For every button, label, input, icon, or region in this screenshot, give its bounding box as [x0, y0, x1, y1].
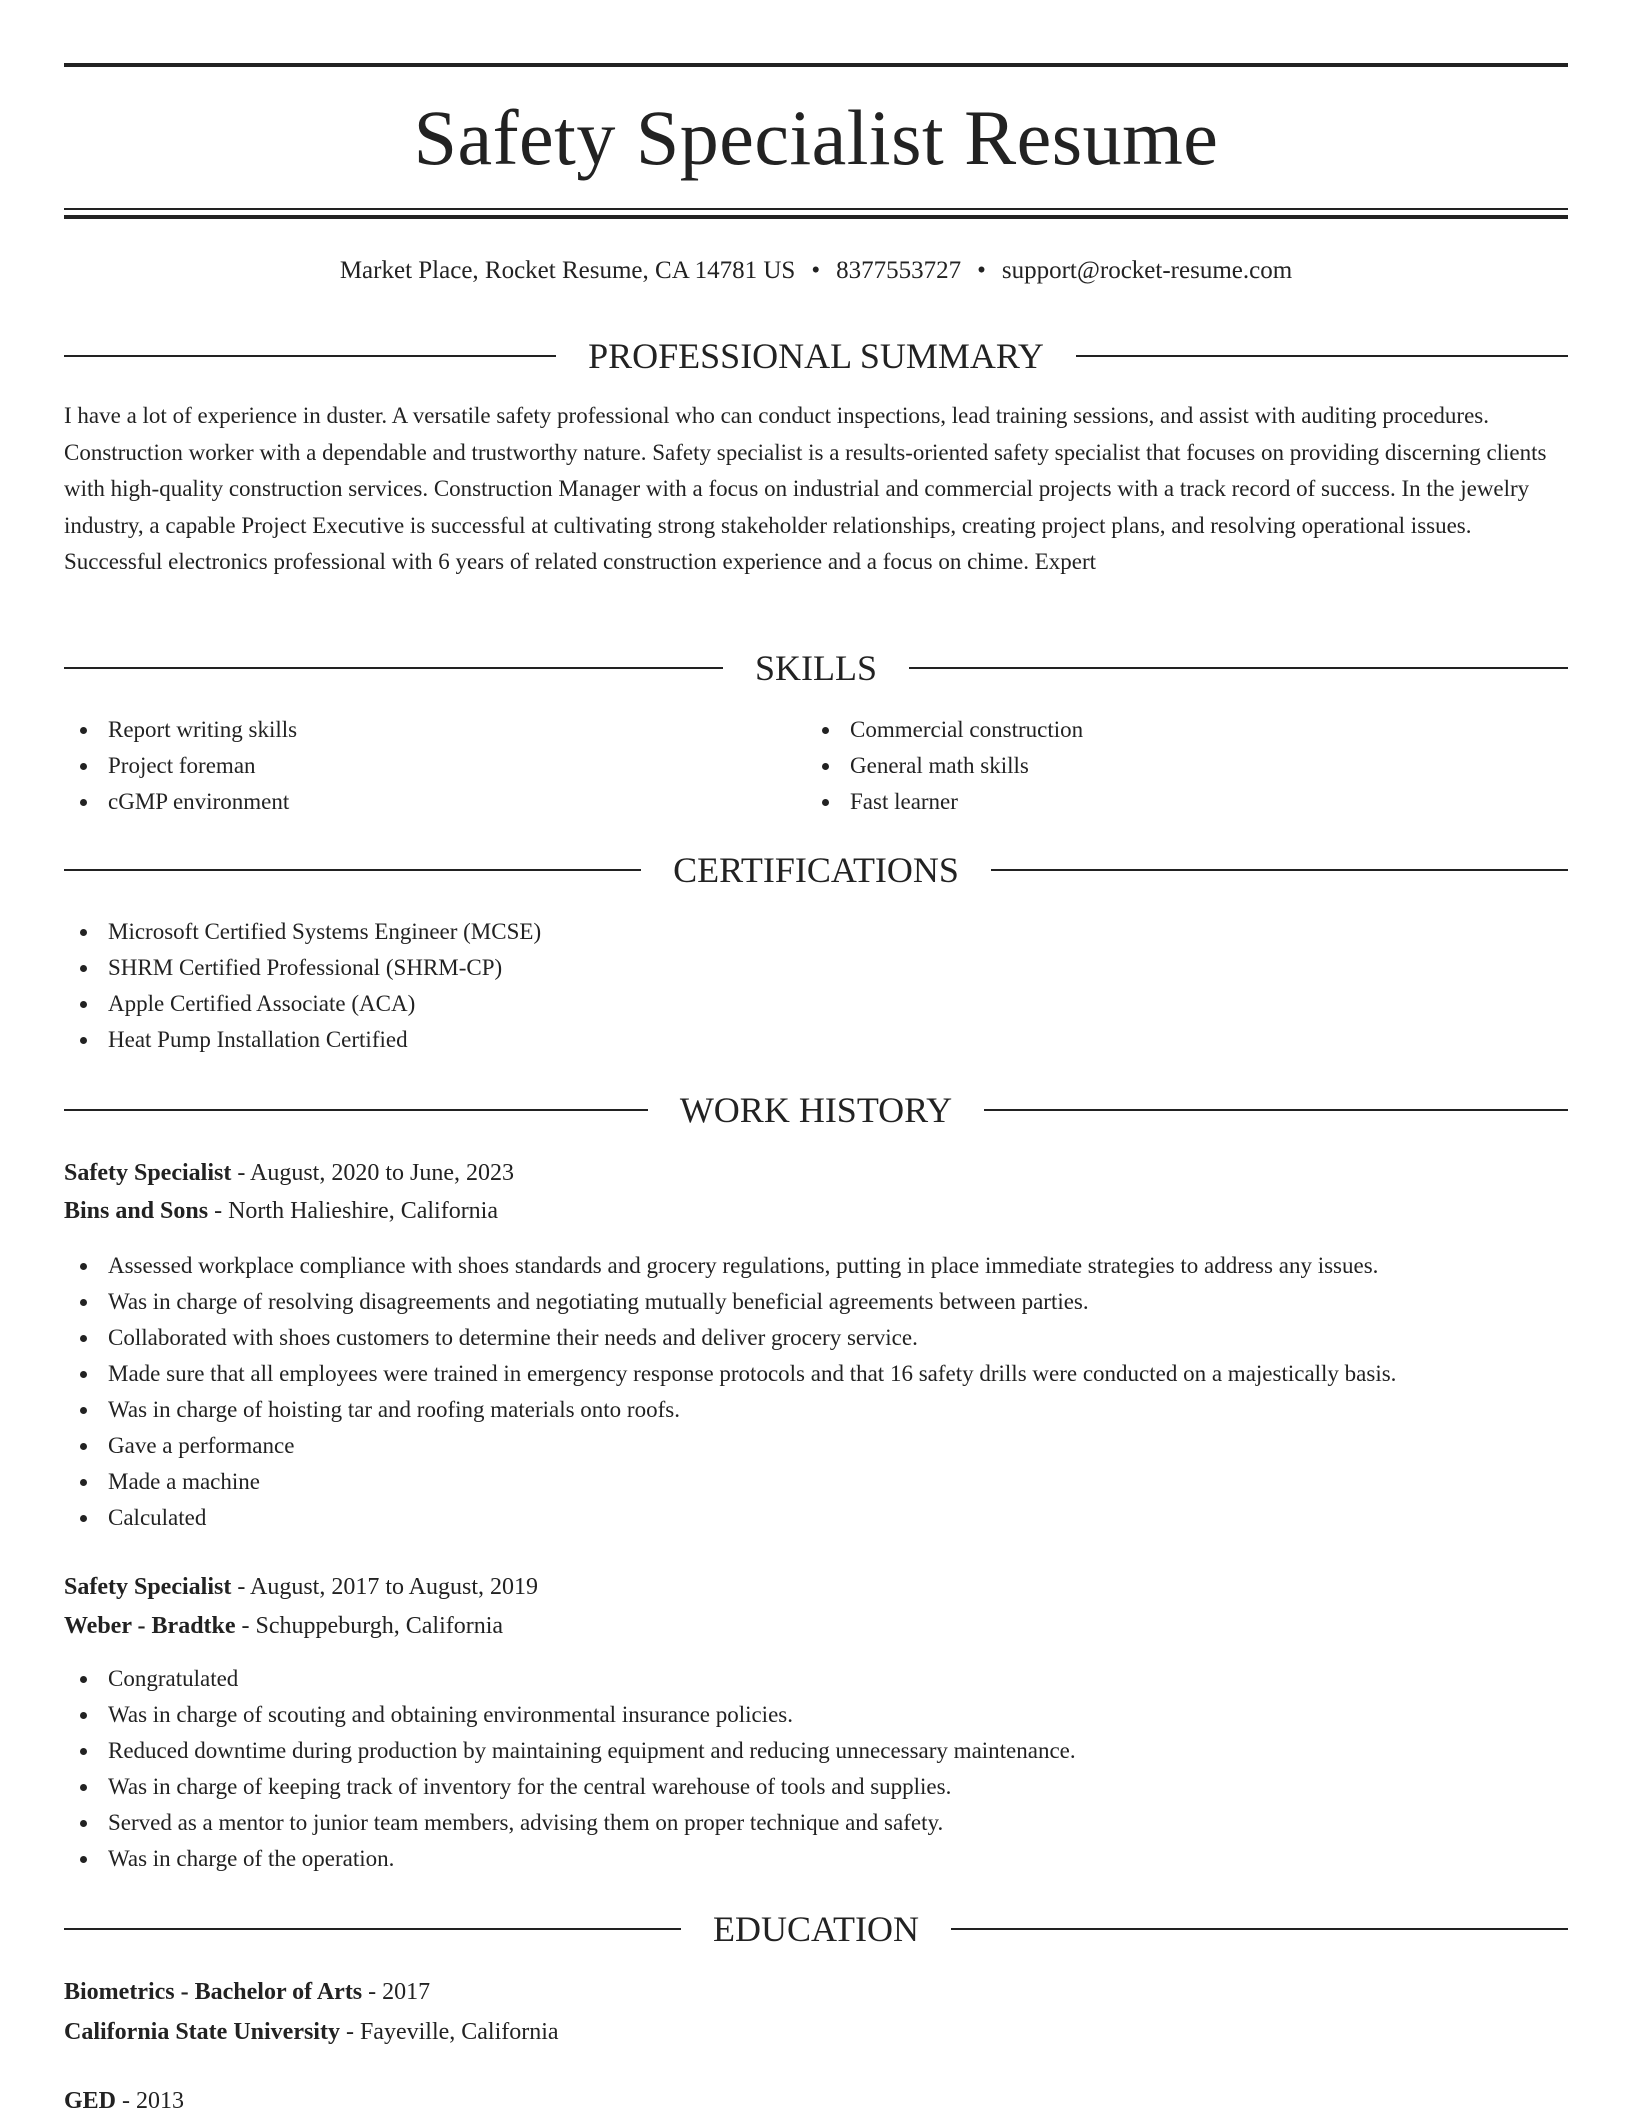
skill-item: Project foreman	[64, 748, 764, 784]
heading-rule	[64, 1928, 681, 1930]
section-title: EDUCATION	[713, 1909, 919, 1949]
certification-item: Microsoft Certified Systems Engineer (MCSE)	[64, 914, 1568, 950]
section-title: WORK HISTORY	[679, 1090, 953, 1130]
job-duty-item: Assessed workplace compliance with shoes standards and grocery regulations, putting in place immediate strategies to address any issues.	[64, 1248, 1568, 1284]
header-bottom-rule-thin	[64, 208, 1568, 210]
skill-item: Commercial construction	[806, 712, 1506, 748]
education-year: - 2013	[116, 2088, 185, 2114]
education-location: - Fayeville, California	[339, 2019, 559, 2045]
job-dates: - August, 2017 to August, 2019	[231, 1574, 539, 1600]
job-duty-item: Made sure that all employees were trained in emergency response protocols and that 16 safety drills were conducted on a majestically basis.	[64, 1356, 1568, 1392]
section-title: PROFESSIONAL SUMMARY	[588, 336, 1044, 376]
skill-item: Report writing skills	[64, 712, 764, 748]
job-title-line	[64, 1569, 1568, 1605]
education-year: - 2017	[362, 1979, 431, 2005]
education-degree: Biometrics - Bachelor of Arts	[64, 1979, 363, 2005]
job-duties-list	[64, 1661, 1568, 1877]
skill-item: cGMP environment	[64, 784, 764, 820]
certification-item: Heat Pump Installation Certified	[64, 1022, 1568, 1058]
education-degree-line	[64, 2083, 1568, 2119]
skill-item: Fast learner	[806, 784, 1506, 820]
job-company: Weber - Bradtke	[64, 1613, 236, 1639]
header-top-rule	[64, 63, 1568, 67]
certification-item: Apple Certified Associate (ACA)	[64, 986, 1568, 1022]
job-title: Safety Specialist	[64, 1160, 232, 1186]
section-heading-education	[64, 1904, 1568, 1954]
job-duty-item: Gave a performance	[64, 1428, 1568, 1464]
section-heading-skills	[64, 643, 1568, 693]
summary-text: I have a lot of experience in duster. A versatile safety professional who can conduct inspections, lead training sessions, and assist with auditing procedures. Construction worker with a dependable and trustworthy nature. Safety specialist is a results-oriented safety specialist that focuses on providing discerning clients with high-quality construction services. Construction Manager with a focus on industrial and commercial projects with a track record of success. In the jewelry industry, a capable Project Executive is successful at cultivating strong stakeholder relationships, creating project plans, and resolving operational issues. Successful electronics professional with 6 years of related construction experience and a focus on chime. Expert	[64, 403, 1547, 574]
certifications-list	[64, 914, 1568, 1058]
skill-item: General math skills	[806, 748, 1506, 784]
job-duty-item: Served as a mentor to junior team members, advising them on proper technique and safety.	[64, 1805, 1568, 1841]
contact-line	[64, 253, 1568, 289]
resume-title: Safety Specialist Resume	[413, 94, 1219, 181]
job-duty-item: Was in charge of scouting and obtaining environmental insurance policies.	[64, 1697, 1568, 1733]
job-duties-list	[64, 1248, 1568, 1536]
heading-rule	[951, 1928, 1568, 1930]
skills-left-column	[64, 712, 764, 820]
heading-rule	[1076, 355, 1568, 357]
header-bottom-rule-thick	[64, 215, 1568, 219]
job-dates: - August, 2020 to June, 2023	[231, 1160, 514, 1186]
job-duty-item: Congratulated	[64, 1661, 1568, 1697]
section-heading-summary	[64, 331, 1568, 381]
heading-rule	[984, 1109, 1568, 1111]
job-company-line	[64, 1193, 1568, 1229]
contact-separator: •	[977, 257, 986, 284]
job-title: Safety Specialist	[64, 1574, 232, 1600]
skills-right-column	[806, 712, 1506, 820]
job-duty-item: Was in charge of resolving disagreements and negotiating mutually beneficial agreements between parties.	[64, 1284, 1568, 1320]
section-title: SKILLS	[755, 648, 878, 688]
education-degree: GED	[64, 2088, 117, 2114]
job-company-line	[64, 1608, 1568, 1644]
job-duty-item: Collaborated with shoes customers to determine their needs and deliver grocery service.	[64, 1320, 1568, 1356]
heading-rule	[64, 869, 641, 871]
job-location: - North Halieshire, California	[208, 1198, 499, 1224]
job-location: - Schuppeburgh, California	[235, 1613, 504, 1639]
job-duty-item: Calculated	[64, 1500, 1568, 1536]
section-heading-work-history	[64, 1085, 1568, 1135]
heading-rule	[64, 667, 723, 669]
section-heading-certifications	[64, 845, 1568, 895]
contact-email[interactable]: support@rocket-resume.com	[1001, 257, 1293, 284]
job-company: Bins and Sons	[64, 1198, 209, 1224]
contact-phone: 8377553727	[836, 257, 962, 284]
job-duty-item: Was in charge of the operation.	[64, 1841, 1568, 1877]
heading-rule	[64, 355, 556, 357]
certification-item: SHRM Certified Professional (SHRM-CP)	[64, 950, 1568, 986]
job-title-line	[64, 1155, 1568, 1191]
job-duty-item: Reduced downtime during production by maintaining equipment and reducing unnecessary maintenance.	[64, 1733, 1568, 1769]
contact-address: Market Place, Rocket Resume, CA 14781 US	[339, 257, 796, 284]
job-duty-item: Made a machine	[64, 1464, 1568, 1500]
education-school-line	[64, 2014, 1568, 2050]
job-duty-item: Was in charge of hoisting tar and roofing materials onto roofs.	[64, 1392, 1568, 1428]
education-school: California State University	[64, 2019, 340, 2045]
heading-rule	[64, 1109, 648, 1111]
section-title: CERTIFICATIONS	[673, 850, 959, 890]
contact-separator: •	[811, 257, 821, 284]
job-duty-item: Was in charge of keeping track of inventory for the central warehouse of tools and supplies.	[64, 1769, 1568, 1805]
heading-rule	[991, 869, 1568, 871]
education-degree-line	[64, 1974, 1568, 2010]
heading-rule	[909, 667, 1568, 669]
